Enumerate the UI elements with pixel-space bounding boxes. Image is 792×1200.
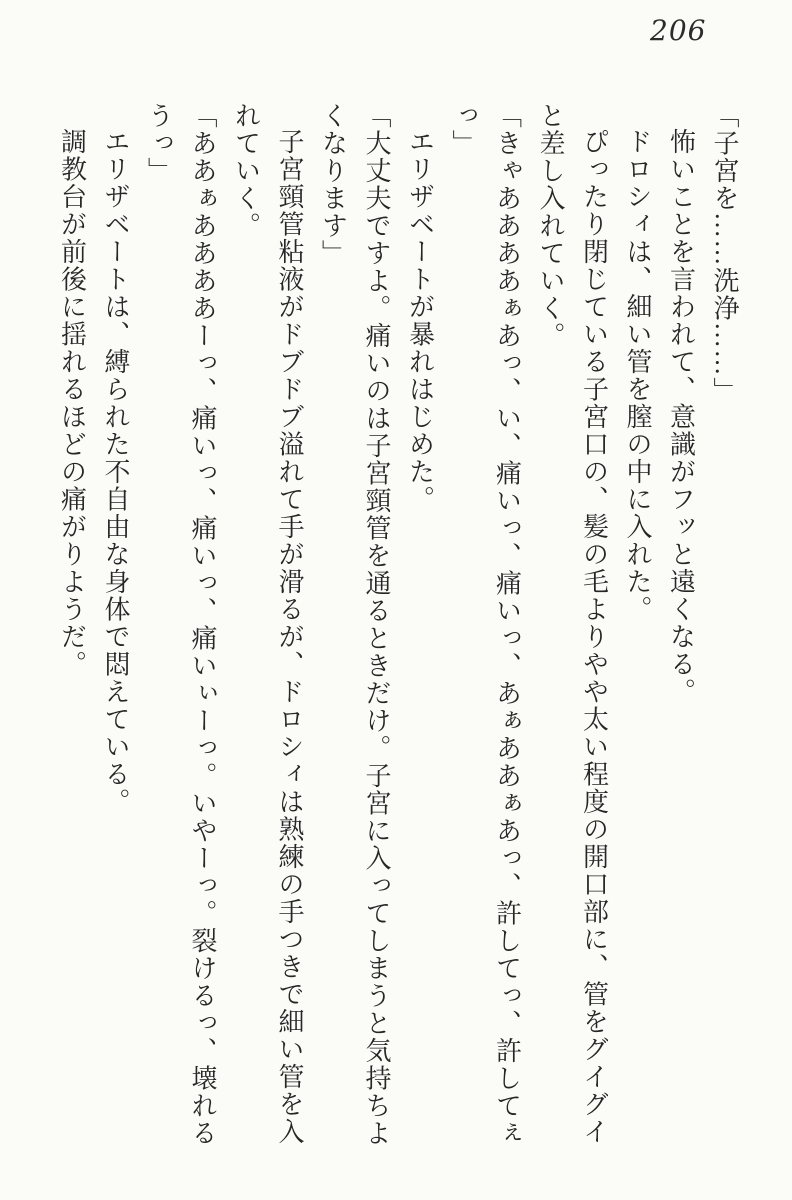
- paragraph-line: 調教台が前後に揺れるほどの痛がりようだ。: [57, 128, 87, 678]
- paragraph-line: エリザベートは、縛られた不自由な身体で悶えている。: [101, 128, 130, 816]
- paragraph-line: 「子宮を……洗浄……」: [710, 102, 739, 405]
- paragraph-line: 怖いことを言われて、意識がフッと遠くなる。: [666, 128, 696, 706]
- paragraph-line: 「ああぁああああーっ、痛いっ、痛いっ、痛いぃーっ。いやーっ。裂けるっ、壊れるうっ」: [144, 102, 217, 1147]
- vertical-text-block: [50, 102, 746, 1154]
- paragraph-line: 「大丈夫ですよ。痛いのは子宮頸管を通るときだけ。子宮に入ってしまうと気持ちよくなります」: [318, 102, 391, 1147]
- paragraph-line: ぴったり閉じている子宮口の、髪の毛よりやや太い程度の開口部に、管をグイグイと差し入れていく。: [536, 102, 609, 1146]
- paragraph-line: エリザベートが暴れはじめた。: [405, 128, 435, 513]
- paragraph-line: 子宮頸管粘液がドブドブ溢れて手が滑るが、ドロシィは熟練の手つきで細い管を入れていく。: [231, 102, 304, 1146]
- paragraph-line: 「きゃああああぁあっ、い、痛いっ、痛いっ、あぁああぁあっ、許してっ、許してぇっ」: [449, 102, 522, 1147]
- page-number: 206: [650, 14, 707, 47]
- paragraph-line: ドロシィは、細い管を膣の中に入れた。: [623, 128, 652, 623]
